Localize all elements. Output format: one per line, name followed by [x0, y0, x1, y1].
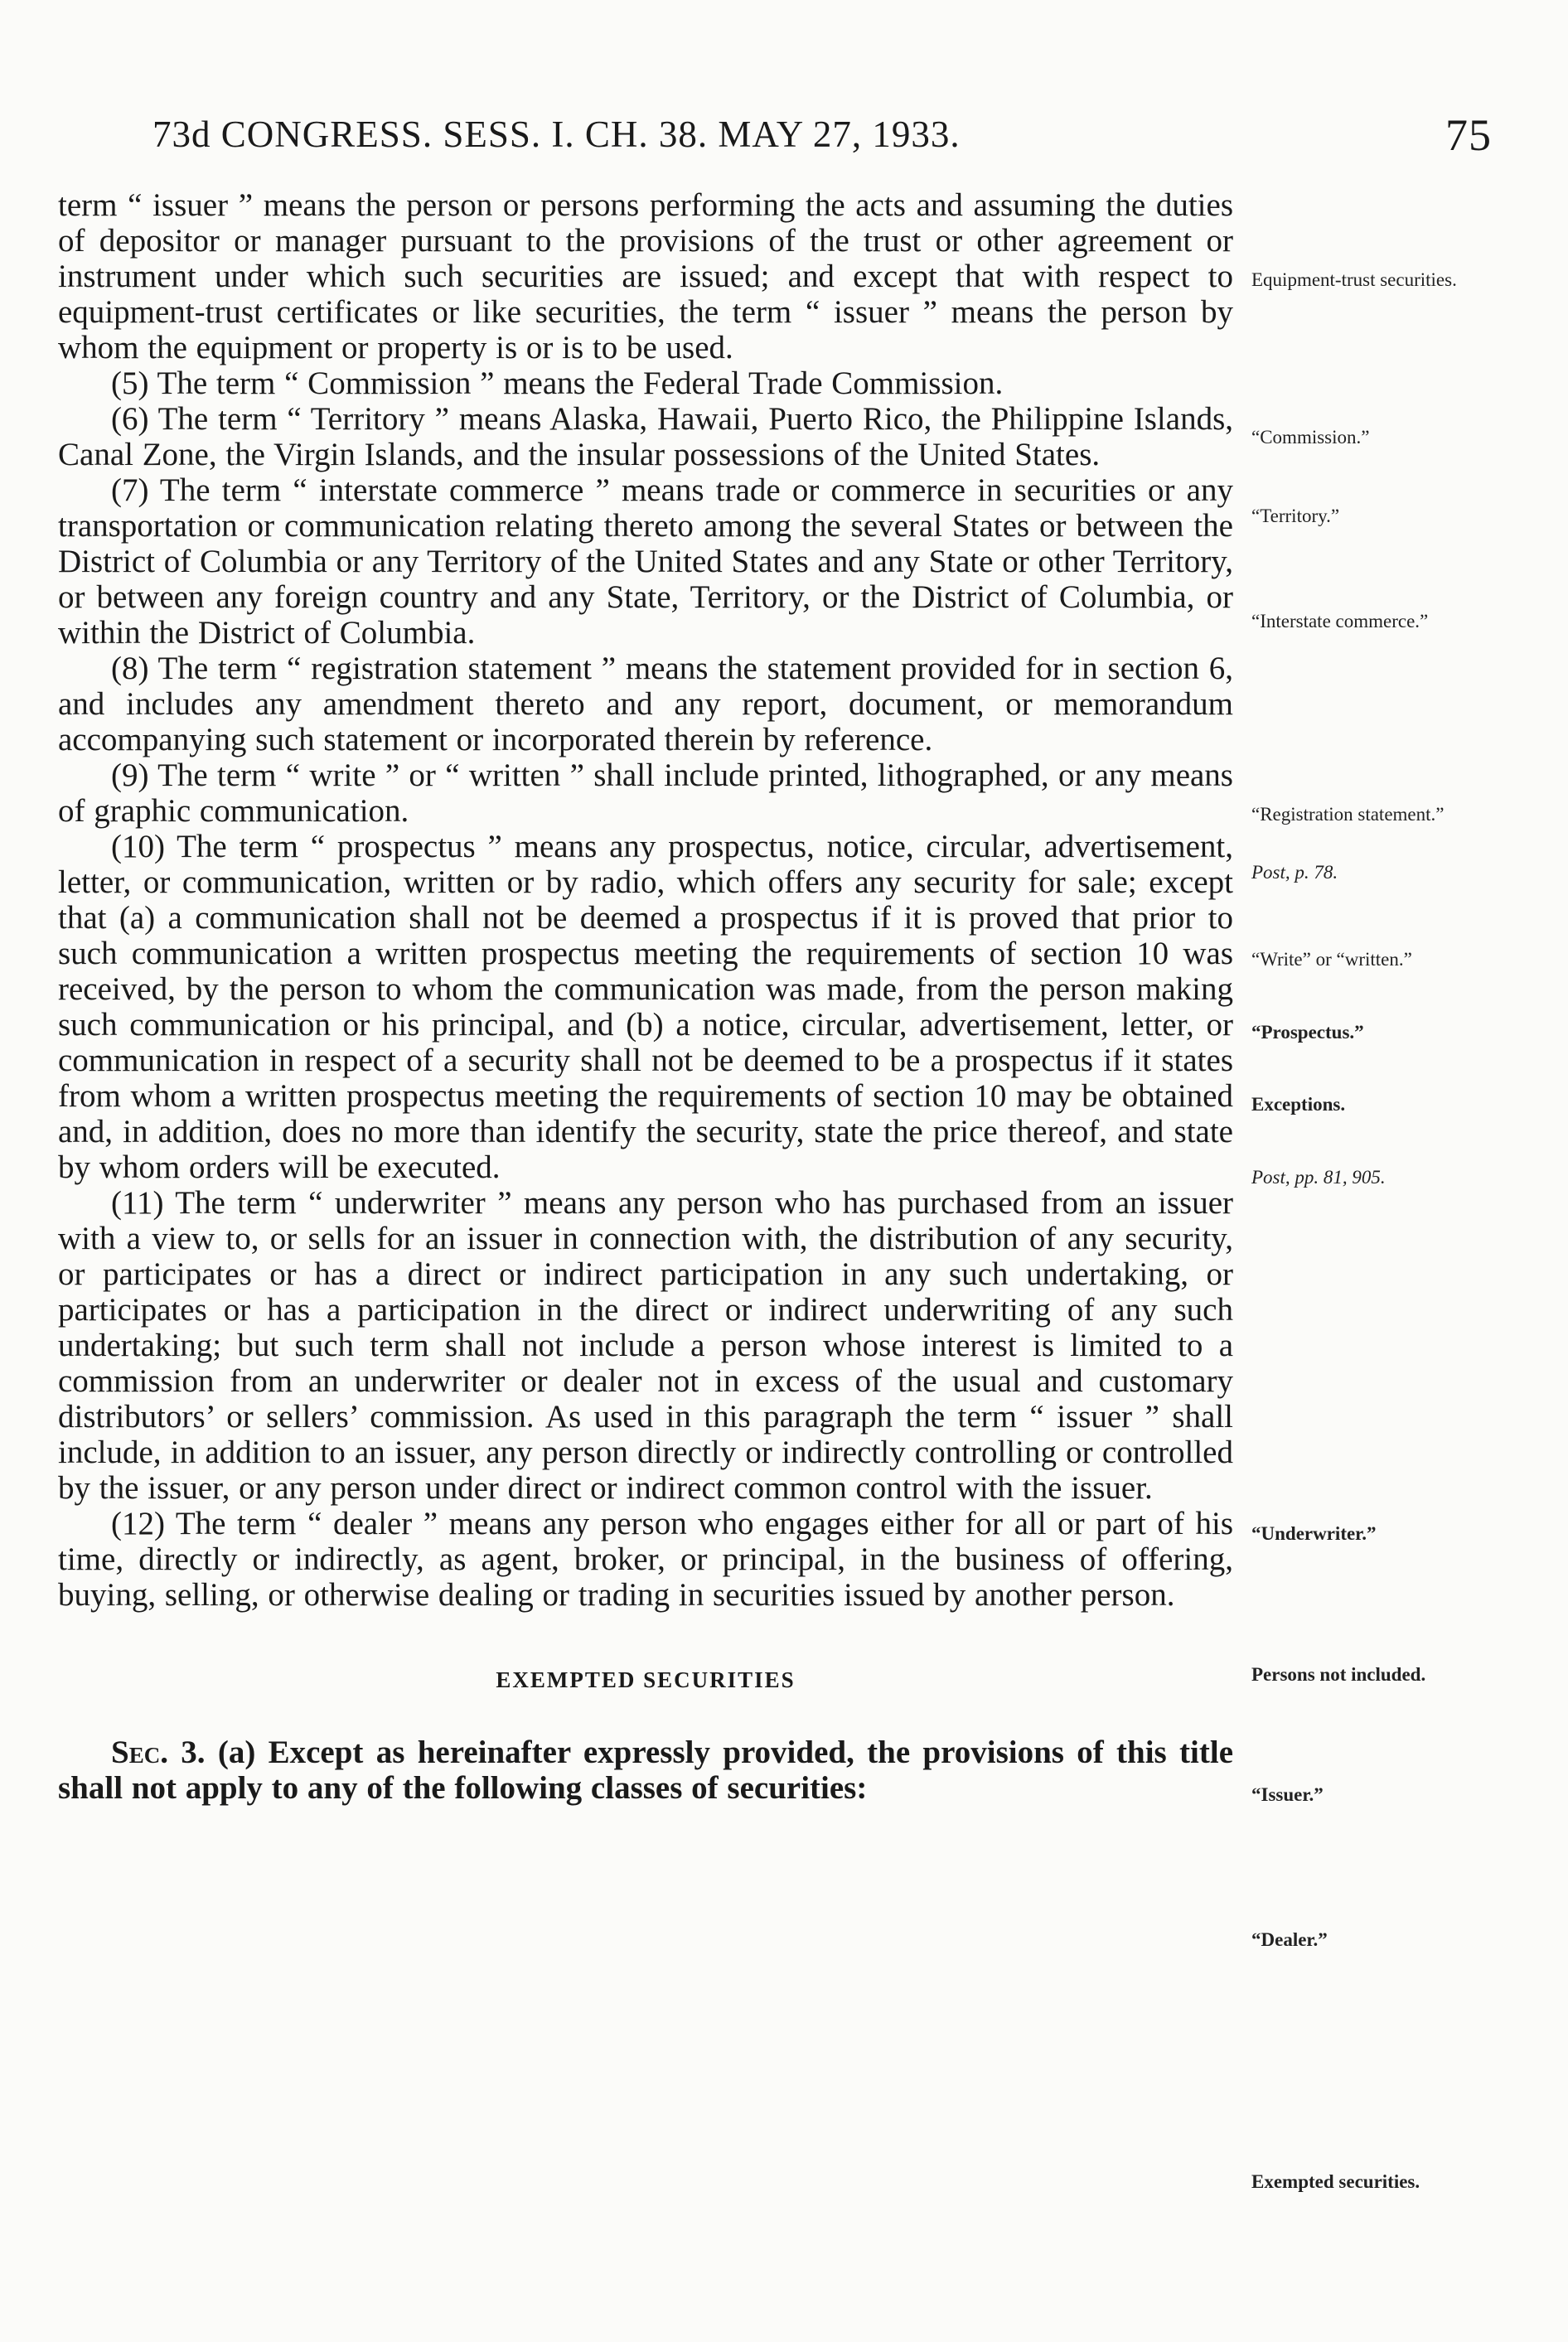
body-text: [58, 187, 1233, 1806]
paragraph-8-registration-statement: (8) The term “ registration statement ” means the statement provided for in section 6, and includes any amendment thereto and any report, document, or memorandum accompanying such statement or incorporated therein by reference.: [58, 651, 1233, 757]
running-header: [58, 110, 1492, 162]
margin-note-interstate-commerce: “Interstate commerce.”: [1251, 611, 1429, 631]
section-3-text: (a) Except as hereinafter expressly provided, the provisions of this title shall not apply to any of the following classes of securities:: [58, 1735, 1234, 1806]
margin-note-persons-not-included: Persons not included.: [1251, 1664, 1426, 1685]
paragraph-12-dealer: (12) The term “ dealer ” means any person who engages either for all or part of his time, directly or indirectly, as agent, broker, or principal, in the business of offering, buying, selling, or otherwise dealing or trading in securities issued by another person.: [58, 1506, 1233, 1613]
paragraph-issuer-continued: term “ issuer ” means the person or persons performing the acts and assuming the duties of depositor or manager pursuant to the provisions of the trust or other agreement or instrument under which such securities are issued; and except that with respect to equipment-trust certificates or like securities, the term “ issuer ” means the person by whom the equipment or property is or is to be used.: [58, 187, 1233, 365]
margin-note-prospectus: “Prospectus.”: [1251, 1022, 1364, 1043]
section-3-paragraph: [58, 1735, 1233, 1806]
margin-note-underwriter: “Underwriter.”: [1251, 1523, 1377, 1544]
section-heading: EXEMPTED SECURITIES: [496, 1667, 796, 1692]
margin-note-commission: “Commission.”: [1251, 427, 1370, 448]
paragraph-9-write: (9) The term “ write ” or “ written ” shall include printed, lithographed, or any means of graphic communication.: [58, 757, 1233, 829]
margin-note-issuer: “Issuer.”: [1251, 1784, 1324, 1805]
margin-note-registration-statement: “Registration statement.”: [1251, 804, 1445, 825]
margin-note-exempted-securities: Exempted securities.: [1251, 2171, 1420, 2192]
paragraph-5-commission: (5) The term “ Commission ” means the Federal Trade Commission.: [111, 365, 1004, 401]
margin-note-exceptions: Exceptions.: [1251, 1094, 1346, 1115]
margin-note-exceptions-reference: Post, pp. 81, 905.: [1251, 1167, 1386, 1188]
paragraph-6-territory: (6) The term “ Territory ” means Alaska, Hawaii, Puerto Rico, the Philippine Islands, Canal Zone, the Virgin Islands, and the insular possessions of the United States.: [58, 401, 1233, 472]
running-head: 73d CONGRESS. SESS. I. CH. 38. MAY 27, 1933.: [152, 114, 961, 155]
margin-note-territory: “Territory.”: [1251, 506, 1340, 526]
paragraph-11-underwriter: (11) The term “ underwriter ” means any person who has purchased from an issuer with a view to, or sells for an issuer in connection with, the distribution of any security, or participates or has a direct or indirect participation in any such undertaking, or participates or has a participation in the direct or indirect underwriting of any such undertaking; but such term shall not include a person whose interest is limited to a commission from an underwriter or dealer not in excess of the usual and customary distributors’ or sellers’ commission. As used in this paragraph the term “ issuer ” shall include, in addition to an issuer, any person directly or indirectly controlling or controlled by the issuer, or any person under direct or indirect common control with the issuer.: [58, 1185, 1233, 1506]
margin-note-dealer: “Dealer.”: [1251, 1929, 1328, 1950]
margin-note-registration-reference: Post, p. 78.: [1251, 862, 1338, 883]
paragraph-10-prospectus: (10) The term “ prospectus ” means any prospectus, notice, circular, advertisement, letter, or communication, written or by radio, which offers any security for sale; except that (a) a communication shall not be deemed a prospectus if it is proved that prior to such communication a written prospectus meeting the requirements of section 10 was received, by the person to whom the communication was made, from the person making such communication or his principal, and (b) a notice, circular, advertisement, letter, or communication in respect of a security shall not be deemed to be a prospectus if it states from whom a written prospectus meeting the requirements of section 10 may be obtained and, in addition, does no more than identify the security, state the price thereof, and state by whom orders will be executed.: [58, 829, 1233, 1185]
margin-note-equipment-trust: Equipment-trust securities.: [1251, 269, 1457, 290]
paragraph-7-interstate-commerce: (7) The term “ interstate commerce ” means trade or commerce in securities or any transportation or communication relating thereto among the several States or between the District of Columbia or any Territory of the United States and any State or other Territory, or between any foreign country and any State, Territory, or the District of Columbia, or within the District of Columbia.: [58, 472, 1233, 651]
page-number: 75: [1445, 110, 1492, 160]
margin-note-write: “Write” or “written.”: [1251, 949, 1412, 970]
section-3-label: Sec. 3.: [111, 1735, 206, 1770]
